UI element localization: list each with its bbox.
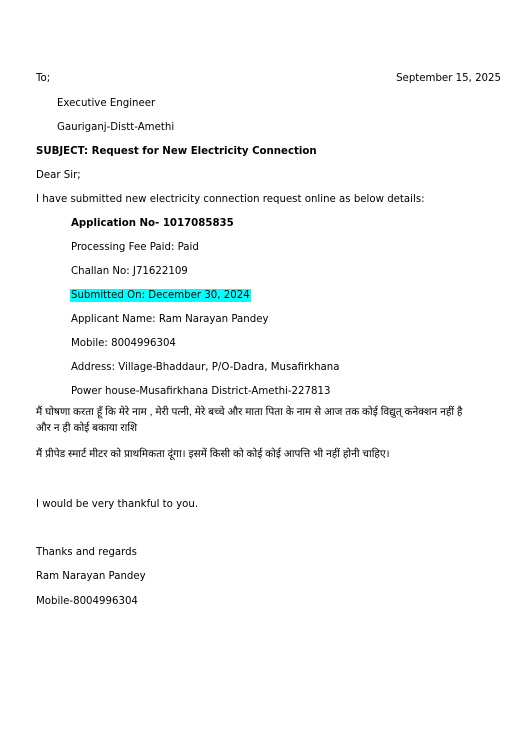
applicant-mobile: Mobile: 8004996304 [71,338,176,349]
processing-fee: Processing Fee Paid: Paid [71,242,199,253]
signature-mobile: Mobile-8004996304 [36,596,138,607]
intro-text: I have submitted new electricity connection request online as below details: [36,194,425,205]
submitted-on-highlight: Submitted On: December 30, 2024 [71,290,250,301]
power-house: Power house-Musafirkhana District-Amethi-227813 [71,386,331,397]
recipient-location: Gauriganj-Distt-Amethi [57,122,175,133]
challan-number: Challan No: J71622109 [71,266,188,277]
recipient-title: Executive Engineer [57,98,156,109]
closing: Thanks and regards [36,547,137,558]
hindi-declaration-line1: मैं घोषणा करता हूँ कि मेरे नाम , मेरी पत्नी, मेरे बच्चे और माता पिता के नाम से आज तक कोई विद्युत् कनेक्शन नहीं है [36,407,463,418]
to-label: To; [36,73,51,84]
signature-name: Ram Narayan Pandey [36,571,146,582]
hindi-smart-meter: मैं प्रीपेड स्मार्ट मीटर को प्राथमिकता दूंगा। इसमें किसी को कोई कोई आपत्ति भी नहीं होनी चाहिए। [36,449,390,460]
salutation: Dear Sir; [36,170,81,181]
letter-date: September 15, 2025 [396,73,501,84]
hindi-declaration-line2: और न ही कोई बकाया राशि [36,423,138,434]
subject-line: SUBJECT: Request for New Electricity Connection [36,146,317,157]
applicant-address: Address: Village-Bhaddaur, P/O-Dadra, Musafirkhana [71,362,340,373]
application-number: Application No- 1017085835 [71,218,234,229]
applicant-name: Applicant Name: Ram Narayan Pandey [71,314,269,325]
thanks-line: I would be very thankful to you. [36,499,199,510]
